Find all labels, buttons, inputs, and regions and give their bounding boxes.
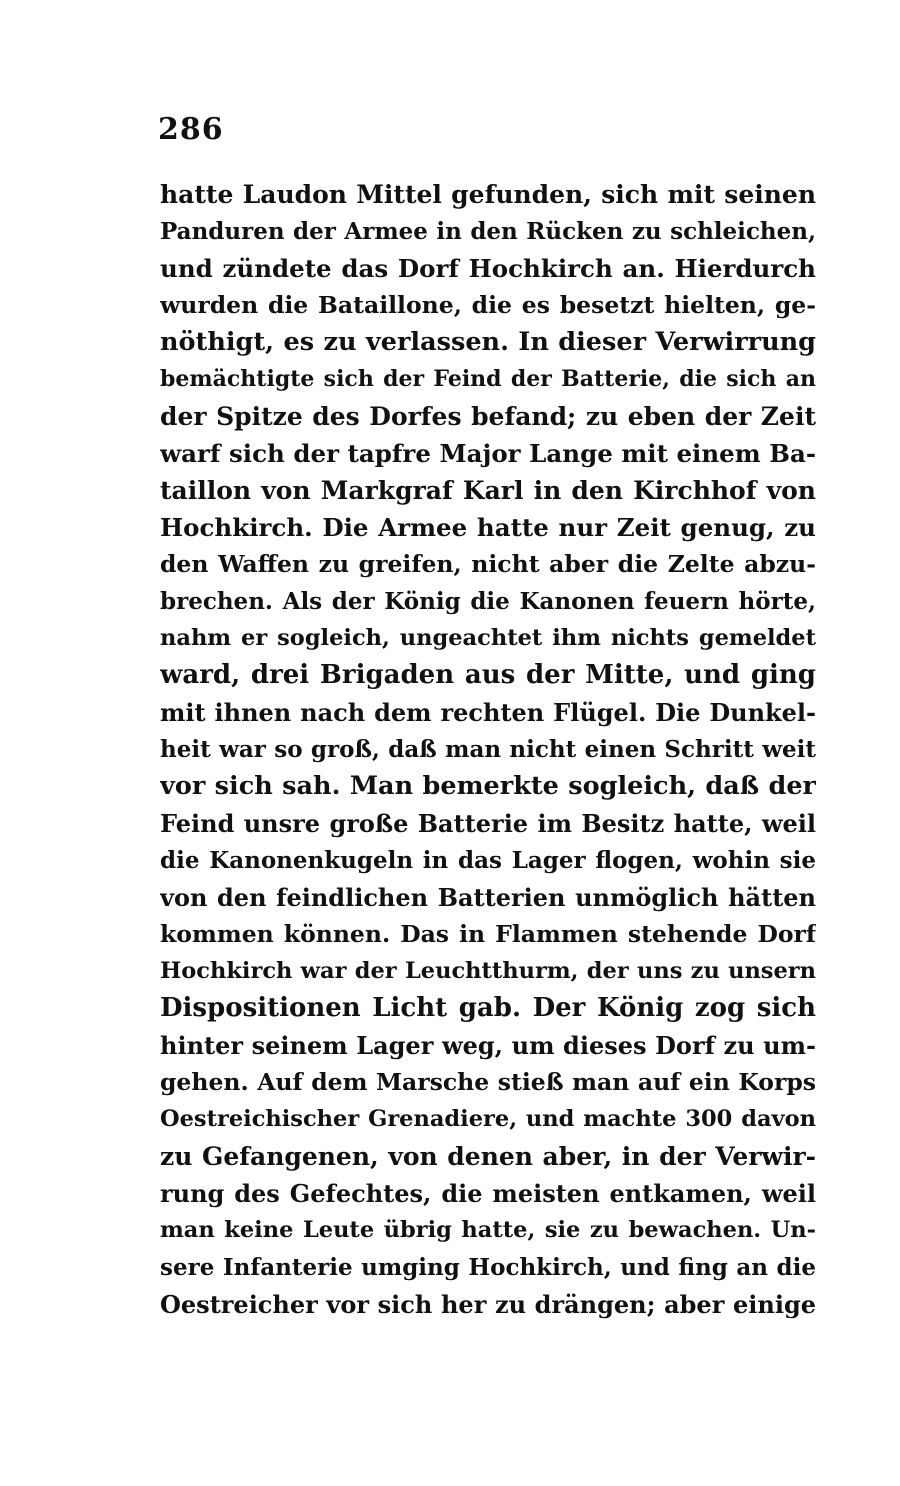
text-line: die Kanonenkugeln in das Lager flogen, wohin sie [160,847,816,874]
page-number: 286 [158,112,224,147]
text-line: der Spitze des Dorfes befand; zu eben der Zeit [160,402,816,431]
text-line: zu Gefangenen, von denen aber, in der Verwir- [160,1142,816,1171]
text-line: man keine Leute übrig hatte, sie zu bewachen. Un- [160,1217,816,1243]
text-line: hinter seinem Lager weg, um dieses Dorf zu um- [160,1031,816,1060]
text-line: vor sich sah. Man bemerkte sogleich, daß der [160,771,816,801]
text-line: warf sich der tapfre Major Lange mit einem Ba- [160,439,816,468]
text-line: sere Infanterie umging Hochkirch, und fing an die [160,1254,816,1281]
body-text [160,176,816,1323]
text-line: heit war so groß, daß man nicht einen Schritt weit [160,736,816,763]
text-line: bemächtigte sich der Feind der Batterie, die sich an [160,366,816,392]
text-line: kommen können. Das in Flammen stehende Dorf [160,920,816,948]
text-line: gehen. Auf dem Marsche stieß man auf ein Korps [160,1068,816,1096]
text-line: ward, drei Brigaden aus der Mitte, und ging [160,660,816,690]
text-line: nahm er sogleich, ungeachtet ihm nichts gemeldet [160,625,816,651]
text-line: Hochkirch war der Leuchtthurm, der uns zu unsern [160,958,816,984]
text-line: Panduren der Armee in den Rücken zu schleichen, [160,218,816,245]
text-line: taillon von Markgraf Karl in den Kirchhof von [160,476,816,505]
text-line: nöthigt, es zu verlassen. In dieser Verwirrung [160,327,816,357]
text-line: Oestreicher vor sich her zu drängen; aber einige [160,1290,816,1319]
text-line: den Waffen zu greifen, nicht aber die Zelte abzu- [160,550,816,578]
text-line: mit ihnen nach dem rechten Flügel. Die Dunkel- [160,698,816,727]
text-line: hatte Laudon Mittel gefunden, sich mit seinen [160,180,816,209]
text-line: Feind unsre große Batterie im Besitz hatte, weil [160,809,816,838]
text-line: Oestreichischer Grenadiere, und machte 300 davon [160,1106,816,1132]
text-line: brechen. Als der König die Kanonen feuern hörte, [160,588,816,615]
text-line: rung des Gefechtes, die meisten entkamen, weil [160,1179,816,1208]
text-line: von den feindlichen Batterien unmöglich hätten [160,883,816,912]
text-line: Dispositionen Licht gab. Der König zog sich [160,993,816,1023]
text-line: und zündete das Dorf Hochkirch an. Hierdurch [160,254,816,283]
text-line: wurden die Bataillone, die es besetzt hielten, ge- [160,291,816,319]
text-line: Hochkirch. Die Armee hatte nur Zeit genug, zu [160,513,816,542]
